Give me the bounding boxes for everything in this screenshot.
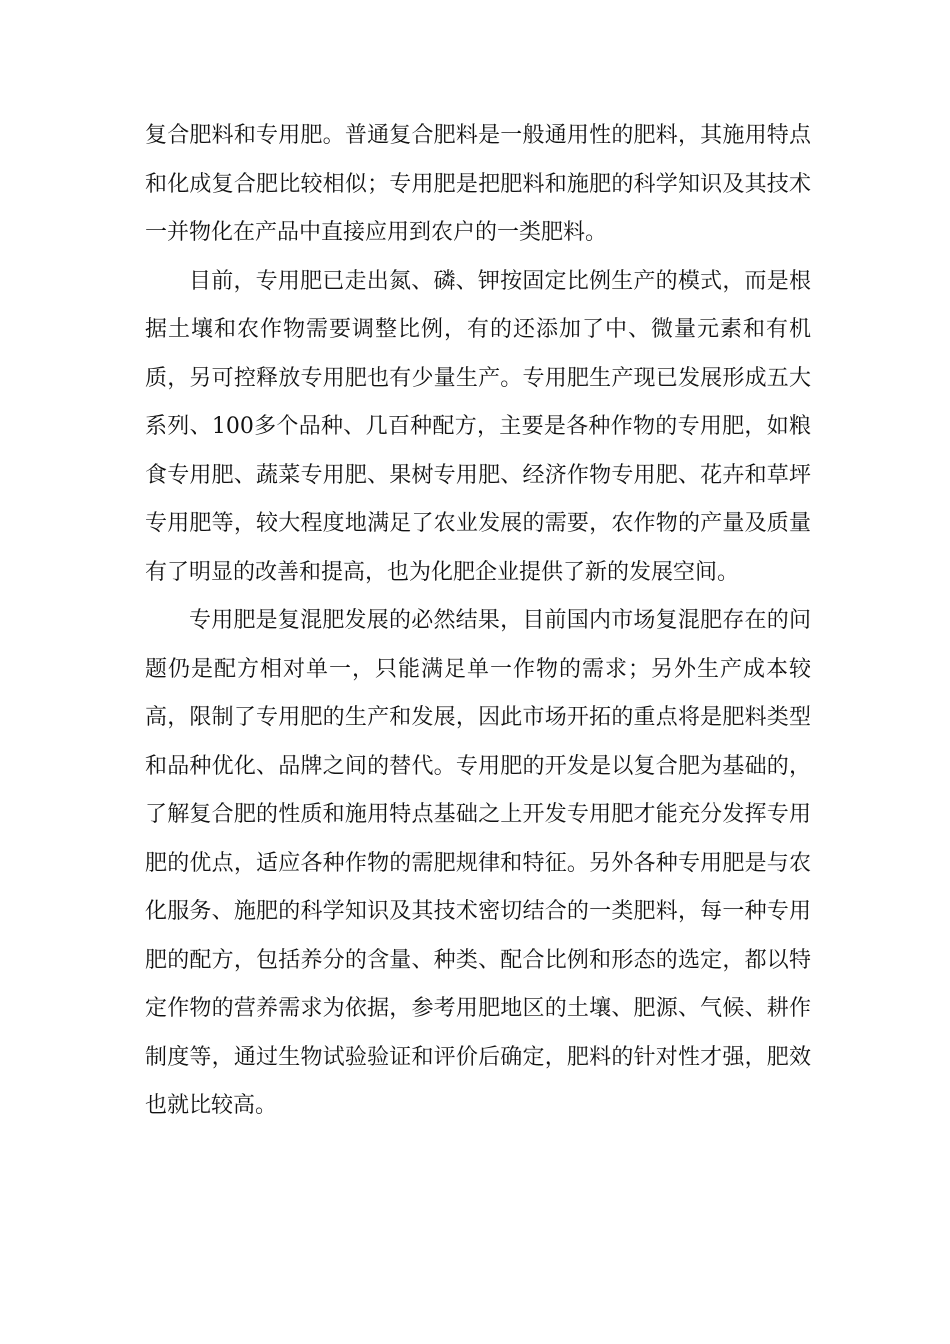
paragraph-3: 专用肥是复混肥发展的必然结果，目前国内市场复混肥存在的问题仍是配方相对单一，只能满足单一作物的需求；另外生产成本较高，限制了专用肥的生产和发展，因此市场开拓的重点将是肥料类型和品种优化、品牌之间的替代。专用肥的开发是以复合肥为基础的，了解复合肥的性质和施用特点基础之上开发专用肥才能充分发挥专用肥的优点，适应各种作物的需肥规律和特征。另外各种专用肥是与农化服务、施肥的科学知识及其技术密切结合的一类肥料，每一种专用肥的配方，包括养分的含量、种类、配合比例和形态的选定，都以特定作物的营养需求为依据，参考用肥地区的土壤、肥源、气候、耕作制度等，通过生物试验验证和评价后确定，肥料的针对性才强，肥效也就比较高。 [145, 608, 811, 1118]
paragraph-2: 目前，专用肥已走出氮、磷、钾按固定比例生产的模式，而是根据土壤和农作物需要调整比例，有的还添加了中、微量元素和有机质，另可控释放专用肥也有少量生产。专用肥生产现已发展形成五大系列、100多个品种、几百种配方，主要是各种作物的专用肥，如粮食专用肥、蔬菜专用肥、果树专用肥、经济作物专用肥、花卉和草坪专用肥等，较大程度地满足了农业发展的需要，农作物的产量及质量有了明显的改善和提高，也为化肥企业提供了新的发展空间。 [145, 268, 811, 585]
paragraph-1: 复合肥料和专用肥。普通复合肥料是一般通用性的肥料，其施用特点和化成复合肥比较相似；专用肥是把肥料和施肥的科学知识及其技术一并物化在产品中直接应用到农户的一类肥料。 [145, 123, 811, 245]
document-page [145, 112, 811, 1131]
